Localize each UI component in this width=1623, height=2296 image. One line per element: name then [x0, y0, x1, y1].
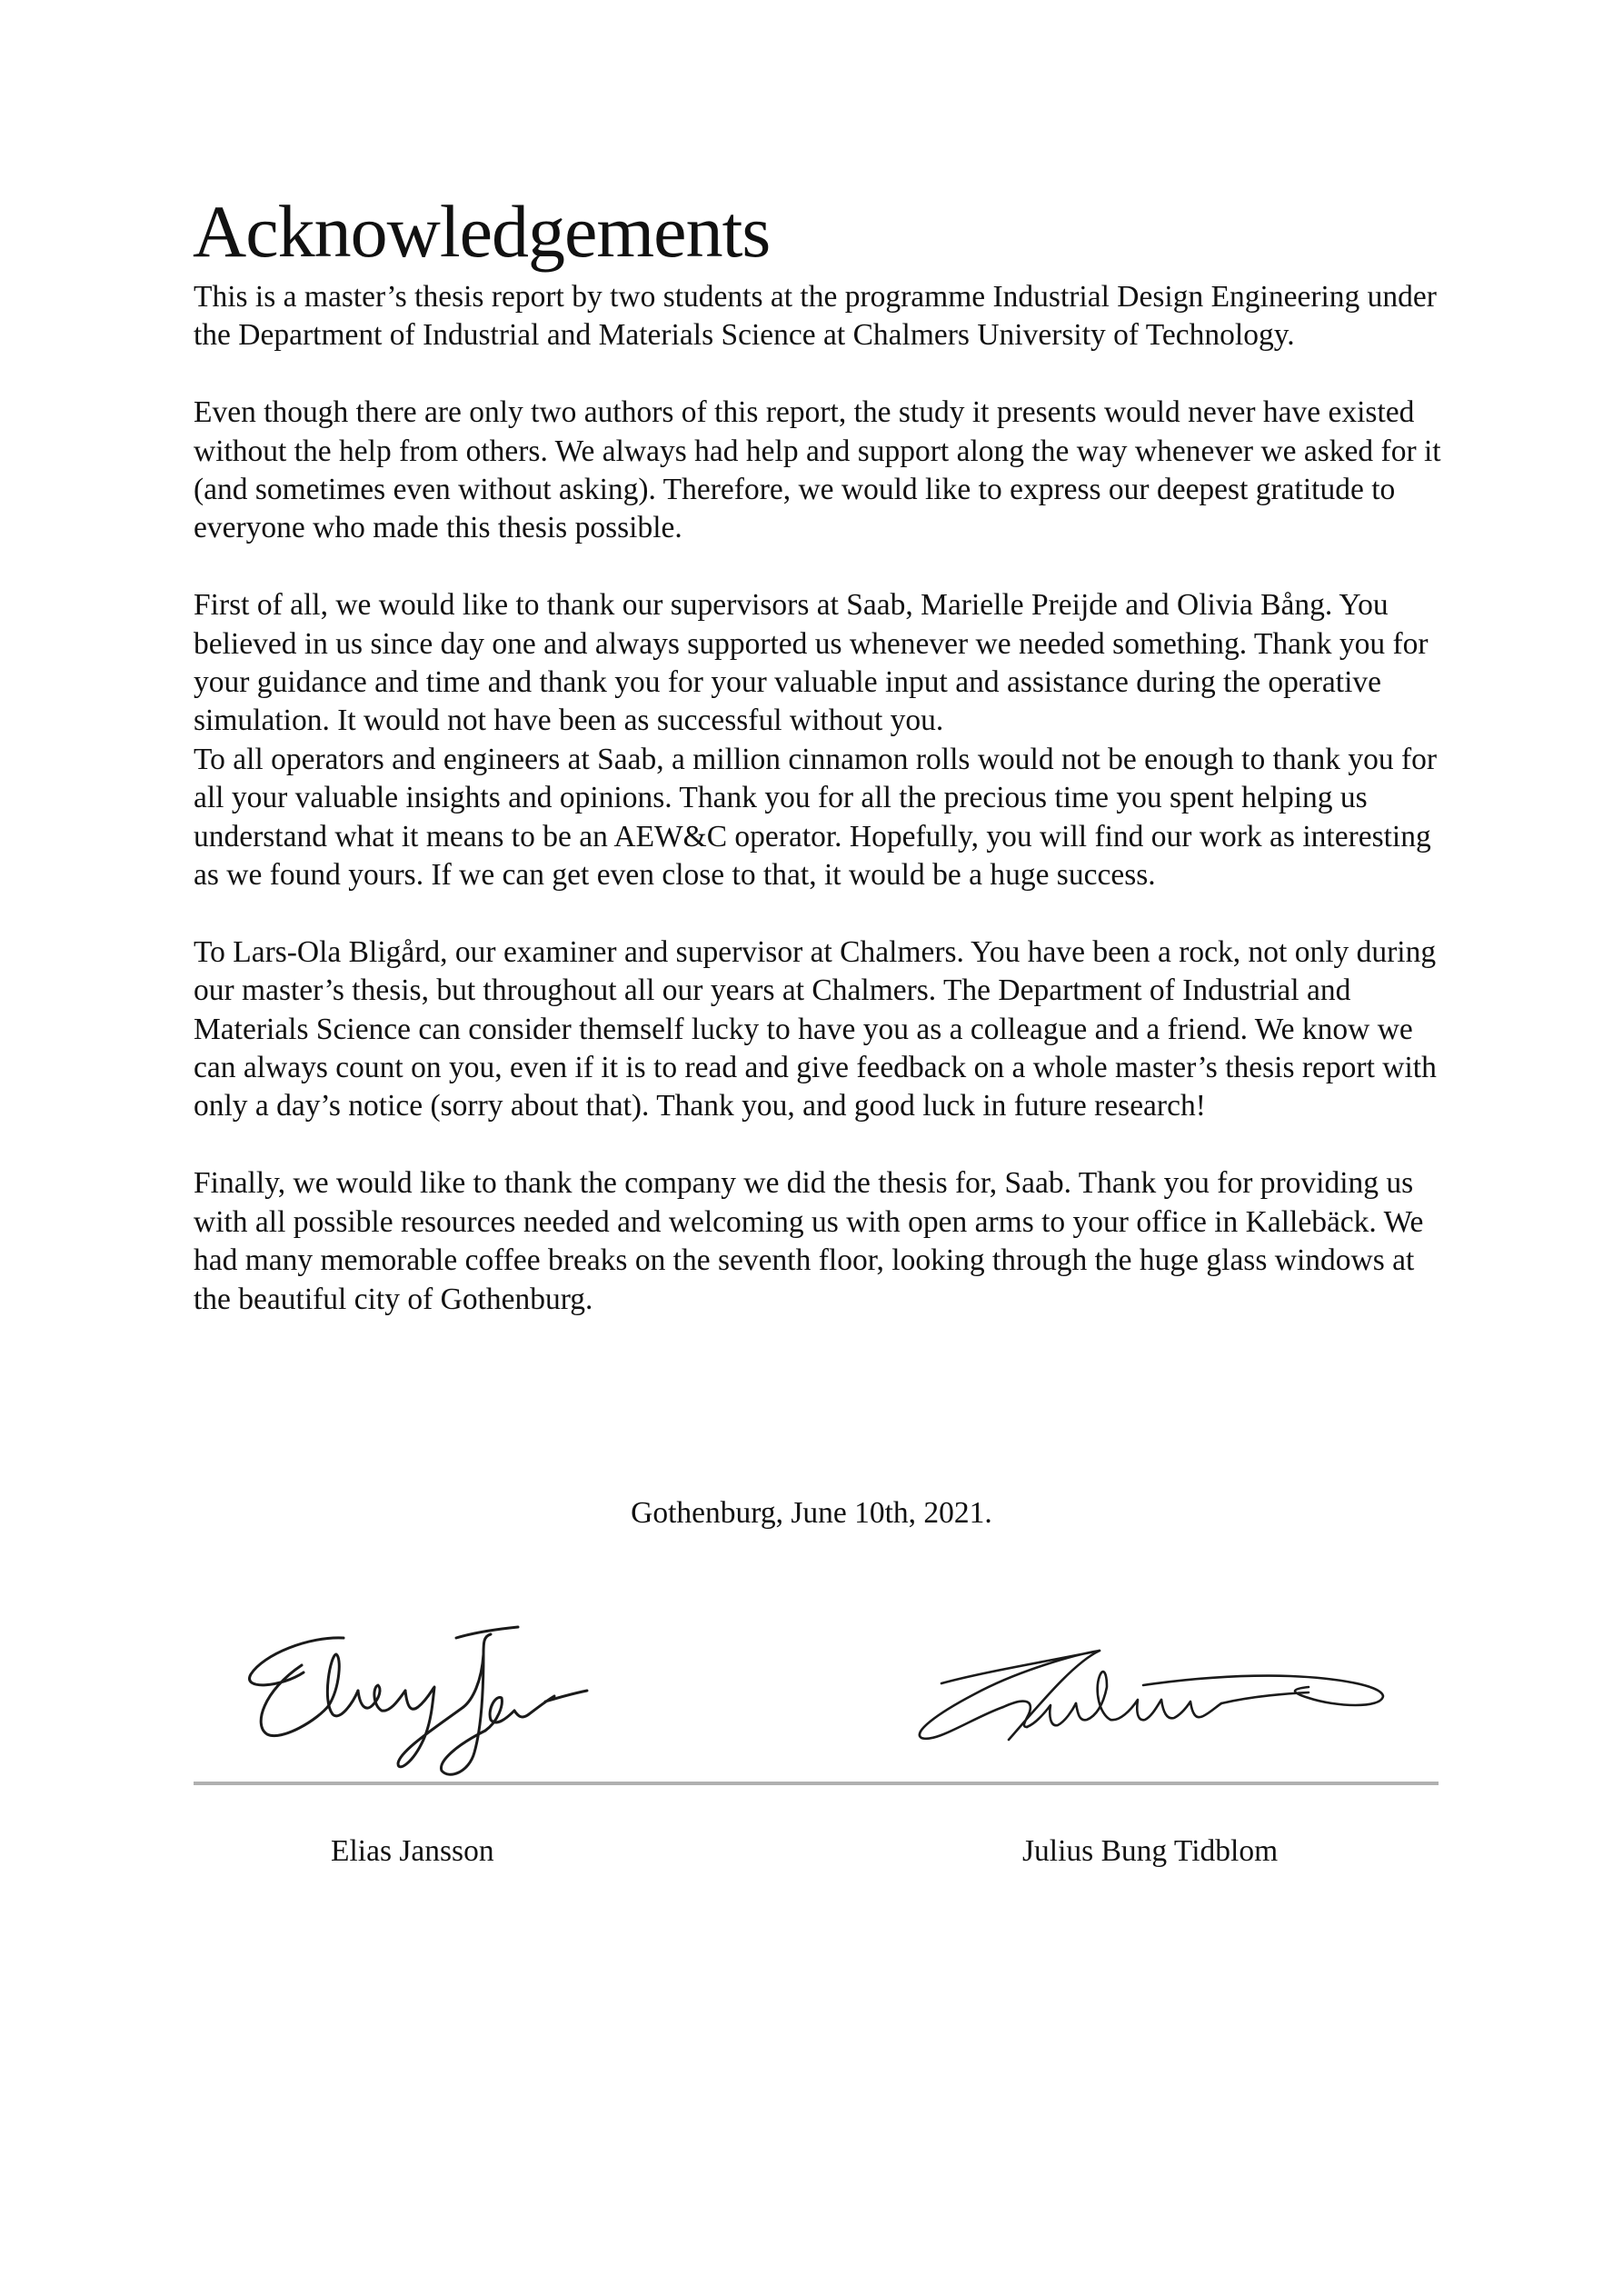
- signature-julius-bung-tidblom: [909, 1627, 1399, 1772]
- signature-line: [194, 1782, 1439, 1785]
- place-date: Gothenburg, June 10th, 2021.: [631, 1496, 992, 1530]
- paragraph-company: Finally, we would like to thank the company we did the thesis for, Saab. Thank you for providing us with all possible resources needed and welcoming us with open arms to your office in Kallebäck. We had many memorable coffee breaks on the seventh floor, looking through the huge glass windows at the beautiful city of Gothenburg.: [194, 1166, 1424, 1316]
- signer-name-julius-bung-tidblom: Julius Bung Tidblom: [1022, 1834, 1279, 1868]
- paragraph-gratitude: Even though there are only two authors of this report, the study it presents would never have existed without the help from others. We always had help and support along the way whenever we asked for it (and sometimes even without asking). Therefore, we would like to express our deepest gratitude to everyone who made this thesis possible.: [194, 395, 1441, 545]
- paragraph-intro: This is a master’s thesis report by two students at the programme Industrial Design Engineering under the Department of Industrial and Materials Science at Chalmers University of Technology.: [194, 280, 1437, 353]
- paragraph-supervisors: First of all, we would like to thank our supervisors at Saab, Marielle Preijde and Olivia Bång. You believed in us since day one and always supported us whenever we needed something. Thank you for your guidance and time and thank you for your valuable input and assistance during the operative simulation. It would not have been as successful without you.: [194, 588, 1429, 738]
- page-title: Acknowledgements: [193, 190, 771, 273]
- signer-name-elias-jansson: Elias Jansson: [331, 1834, 494, 1868]
- signature-elias-jansson: [245, 1618, 672, 1791]
- acknowledgement-body: [194, 278, 1457, 1319]
- paragraph-examiner: To Lars-Ola Bligård, our examiner and supervisor at Chalmers. You have been a rock, not only during our master’s thesis, but throughout all our years at Chalmers. The Department of Industrial and Materials Science can consider themself lucky to have you as a colleague and a friend. We know we can always count on you, even if it is to read and give feedback on a whole master’s thesis report with only a day’s notice (sorry about that). Thank you, and good luck in future research!: [194, 934, 1437, 1123]
- paragraph-operators: To all operators and engineers at Saab, a million cinnamon rolls would not be enough to thank you for all your valuable insights and opinions. Thank you for all the precious time you spent helping us understand what it means to be an AEW&C operator. Hopefully, you will find our work as interesting as we found yours. If we can get even close to that, it would be a huge success.: [194, 742, 1438, 893]
